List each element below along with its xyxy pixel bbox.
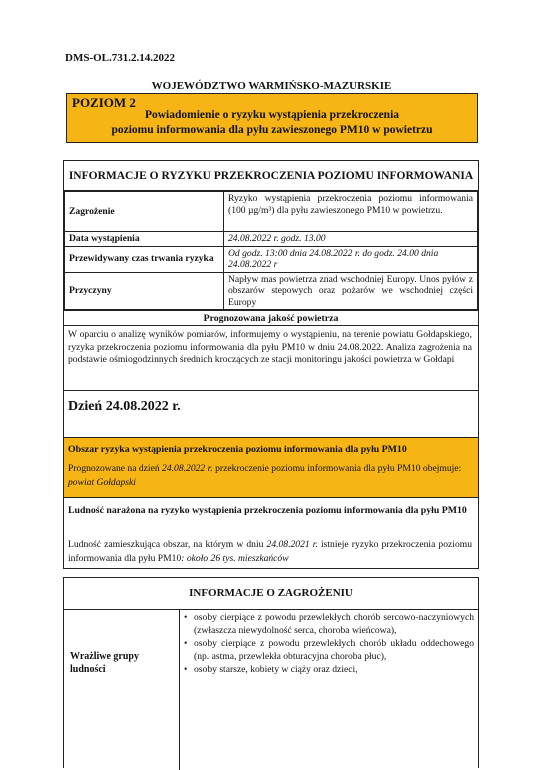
notification-title-line2: poziomu informowania dla pyłu zawieszonego PM10 w powietrzu bbox=[111, 124, 433, 136]
bullet-icon: • bbox=[184, 638, 188, 649]
sensitive-groups-label: Wrażliwe grupy ludności bbox=[70, 651, 139, 675]
risk-area-box bbox=[64, 437, 478, 498]
risk-area-heading: Obszar ryzyka wystąpienia przekroczenia poziomu informowania dla pyłu PM10 bbox=[68, 444, 407, 455]
alert-level-box bbox=[66, 93, 478, 143]
risk-area-name: powiat Gołdapski bbox=[68, 477, 136, 488]
threat-value: Ryzyko wystąpienia przekroczenia poziomu informowania (100 µg/m³) dla pyłu zawieszonego PM10 w powietrzu. bbox=[224, 192, 478, 232]
threat-info-section bbox=[63, 577, 479, 768]
region-name: WOJEWÓDZTWO WARMIŃSKO-MAZURSKIE bbox=[151, 80, 392, 92]
table-row bbox=[65, 246, 478, 272]
population-heading: Ludność narażona na ryzyko wystąpienia przekroczenia poziomu informowania dla pyłu PM10 bbox=[68, 505, 467, 516]
risk-area-text: Prognozowane na dzień 24.08.2022 r. przekroczenie poziomu informowania dla pyłu PM10 obejmuje: powiat Gołdapski bbox=[68, 463, 462, 488]
risk-info-table bbox=[64, 191, 478, 310]
risk-info-header: INFORMACJE O RYZYKU PRZEKROCZENIA POZIOMU INFORMOWANIA bbox=[64, 161, 478, 191]
bullet-icon: • bbox=[184, 664, 188, 675]
date-value: 24.08.2022 r. godz. 13.00 bbox=[224, 232, 478, 247]
list-item: • osoby cierpiące z powodu przewlekłych chorób układu oddechowego (np. astma, przewlekła obturacyjna choroba płuc), bbox=[184, 638, 474, 662]
forecast-title: Prognozowana jakość powietrza bbox=[64, 310, 478, 326]
threat-info-header: INFORMACJE O ZAGROŻENIU bbox=[64, 578, 478, 610]
notification-title-line1: Powiadomienie o ryzyku wystąpienia przekroczenia bbox=[144, 109, 400, 121]
table-row bbox=[65, 232, 478, 247]
sensitive-groups-cell bbox=[64, 610, 180, 770]
forecast-analysis: W oparciu o analizę wyników pomiarów, informujemy o wystąpieniu, na terenie powiatu Gołdapskiego, ryzyka przekroczenia poziomu informowania dla pyłu PM10 w dniu 24.08.2022. Analiza zagrożenia na podstawie ośmiogodzinnych średnich kroczących ze stacji monitoringu jakości powietrza w Gołdapi bbox=[68, 329, 472, 366]
population-count: : około 26 tys. mieszkańców bbox=[181, 552, 289, 564]
date-label: Data wystąpienia bbox=[65, 232, 224, 247]
duration-value: Od godz. 13:00 dnia 24.08.2022 r. do godz. 24.00 dnia 24.08.2022 r bbox=[224, 246, 478, 272]
causes-label: Przyczyny bbox=[65, 272, 224, 310]
causes-value: Napływ mas powietrza znad wschodniej Europy. Unos pyłów z obszarów stepowych oraz pożarów we wschodniej części Europy bbox=[224, 272, 478, 310]
table-row bbox=[65, 192, 478, 232]
threat-label: Zagrożenie bbox=[65, 192, 224, 232]
list-item: • osoby cierpiące z powodu przewlekłych chorób sercowo-naczyniowych (zwłaszcza niewydolność serca, choroba wieńcowa), bbox=[184, 612, 474, 636]
table-row bbox=[65, 272, 478, 310]
document-number: DMS-OL.731.2.14.2022 bbox=[65, 52, 175, 64]
risk-info-section bbox=[63, 160, 479, 569]
duration-label: Przewidywany czas trwania ryzyka bbox=[65, 246, 224, 272]
alert-level: POZIOM 2 bbox=[72, 95, 136, 110]
bullet-icon: • bbox=[184, 612, 188, 623]
sensitive-groups-list bbox=[184, 611, 474, 676]
population-text: Ludność zamieszkująca obszar, na którym w dniu 24.08.2021 r. istnieje ryzyko przekroczenia poziomu informowania dla pyłu PM10: około 26 tys. mieszkańców bbox=[68, 539, 473, 564]
list-item: • osoby starsze, kobiety w ciąży oraz dzieci, bbox=[184, 664, 358, 675]
forecast-day: Dzień 24.08.2022 r. bbox=[64, 390, 478, 422]
